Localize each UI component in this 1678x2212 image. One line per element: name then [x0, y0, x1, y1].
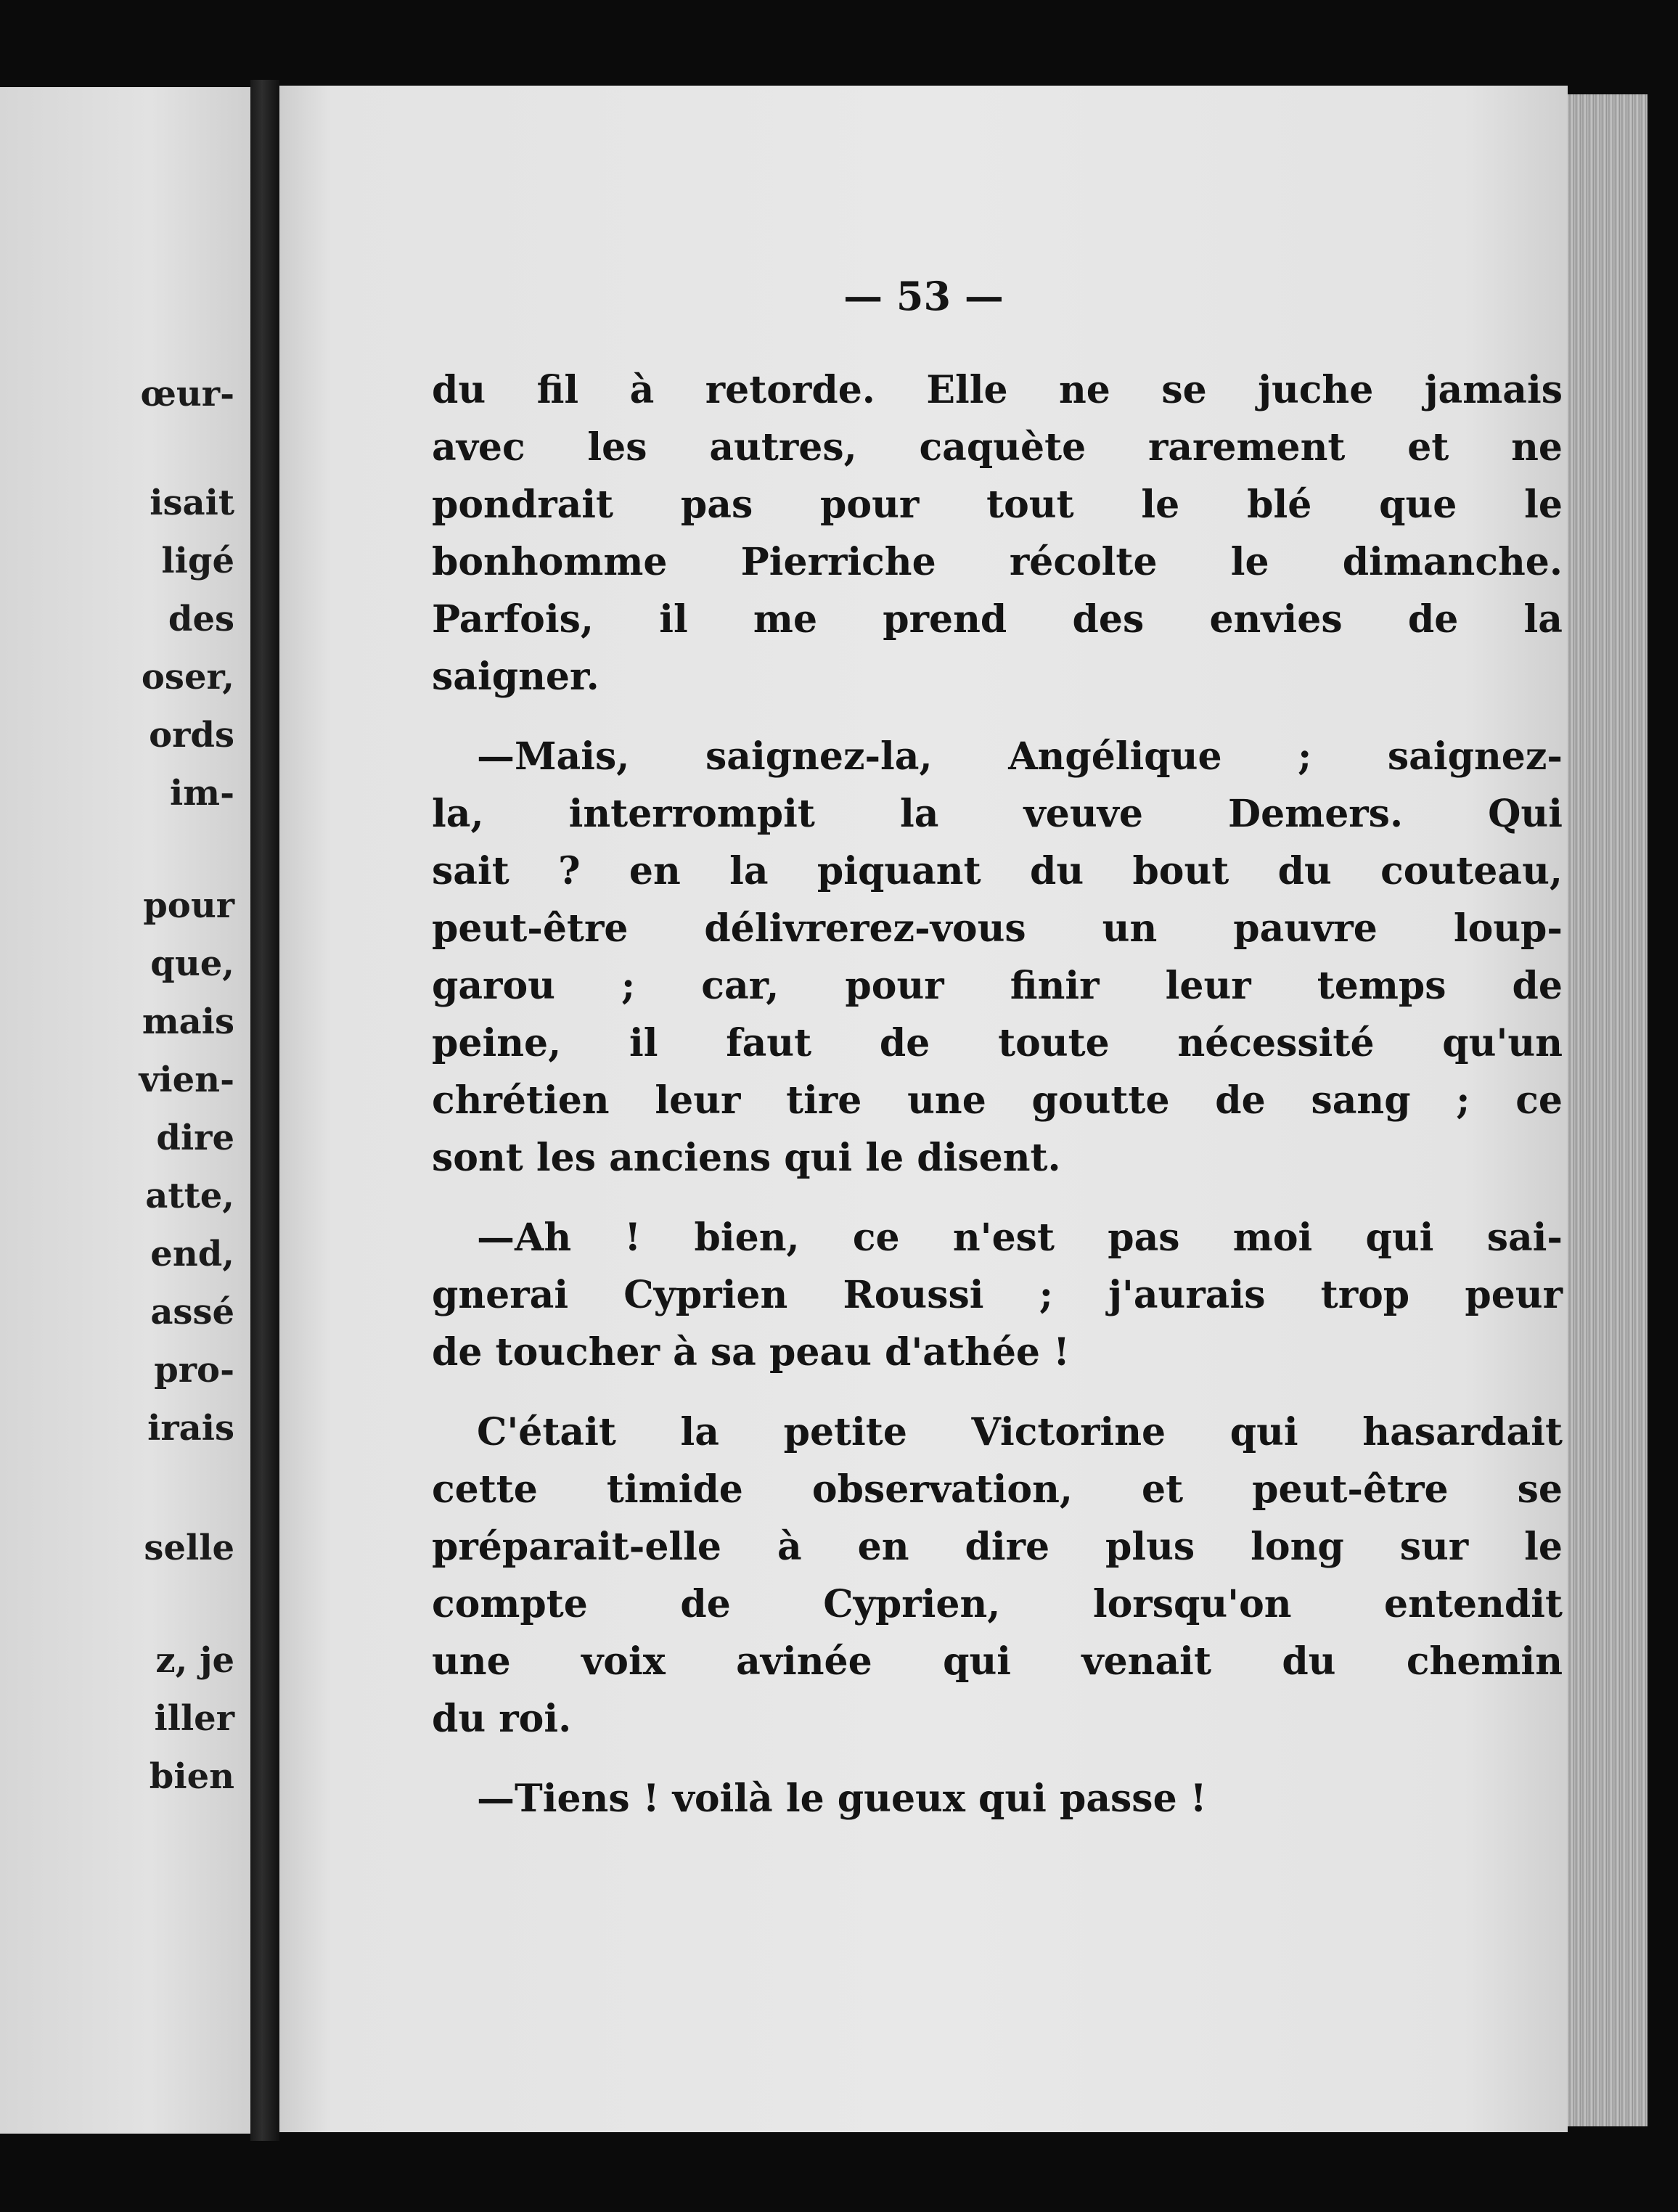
- left-page-fragment: isait: [150, 483, 234, 523]
- left-page-fragment: mais: [142, 1001, 234, 1042]
- text-line: C'était la petite Victorine qui hasardait: [477, 1410, 1563, 1454]
- left-page-fragment: bien: [149, 1756, 234, 1797]
- left-page-fragment: dire: [156, 1118, 234, 1158]
- text-line: préparait-elle à en dire plus long sur le: [432, 1525, 1563, 1569]
- left-page-fragment: atte,: [145, 1176, 234, 1216]
- text-line: gnerai Cyprien Roussi ; j'aurais trop peur: [432, 1273, 1563, 1317]
- page-edges: [1568, 94, 1648, 2126]
- left-page-fragment: ords: [149, 715, 234, 755]
- text-line: la, interrompit la veuve Demers. Qui: [432, 792, 1563, 836]
- text-line: chrétien leur tire une goutte de sang ; ce: [432, 1078, 1563, 1123]
- left-page-fragment: end,: [150, 1234, 234, 1274]
- left-page-fragment: des: [168, 599, 234, 639]
- left-page-fragment: im-: [170, 773, 234, 814]
- text-line: pondrait pas pour tout le blé que le: [432, 483, 1563, 527]
- left-page-fragment: que,: [150, 943, 234, 984]
- text-line: avec les autres, caquète rarement et ne: [432, 425, 1563, 470]
- text-line: —Ah ! bien, ce n'est pas moi qui sai-: [477, 1216, 1563, 1260]
- text-line: du roi.: [432, 1697, 572, 1741]
- left-page: [0, 87, 250, 2134]
- left-page-fragment: oser,: [141, 657, 234, 697]
- book-gutter: [250, 80, 279, 2141]
- text-line: de toucher à sa peau d'athée !: [432, 1330, 1070, 1375]
- right-page: [279, 86, 1568, 2132]
- left-page-fragment: œur-: [140, 374, 234, 414]
- left-page-fragment: selle: [144, 1528, 234, 1568]
- text-line: sont les anciens qui le disent.: [432, 1136, 1061, 1180]
- text-line: —Mais, saignez-la, Angélique ; saignez-: [477, 734, 1563, 779]
- left-page-fragment: z, je: [155, 1640, 234, 1681]
- text-line: compte de Cyprien, lorsqu'on entendit: [432, 1582, 1563, 1626]
- text-line: garou ; car, pour finir leur temps de: [432, 964, 1563, 1008]
- left-page-fragment: assé: [150, 1292, 234, 1332]
- left-page-fragment: pro-: [154, 1350, 234, 1390]
- text-line: bonhomme Pierriche récolte le dimanche.: [432, 540, 1563, 584]
- text-line: une voix avinée qui venait du chemin: [432, 1639, 1563, 1684]
- left-page-fragment: ligé: [161, 541, 234, 581]
- text-line: sait ? en la piquant du bout du couteau,: [432, 849, 1563, 893]
- text-line: peine, il faut de toute nécessité qu'un: [432, 1021, 1563, 1065]
- text-line: —Tiens ! voilà le gueux qui passe !: [477, 1777, 1207, 1821]
- text-line: saigner.: [432, 655, 599, 699]
- left-page-fragment: vien-: [139, 1060, 234, 1100]
- text-line: peut-être délivrerez-vous un pauvre loup-: [432, 906, 1563, 951]
- left-page-fragment: pour: [143, 885, 234, 926]
- text-line: cette timide observation, et peut-être se: [432, 1467, 1563, 1512]
- left-page-fragment: iller: [154, 1698, 234, 1739]
- text-line: Parfois, il me prend des envies de la: [432, 597, 1563, 642]
- text-line: du fil à retorde. Elle ne se juche jamais: [432, 368, 1563, 412]
- left-page-fragment: irais: [147, 1408, 234, 1449]
- page-number: — 53 —: [843, 273, 1004, 319]
